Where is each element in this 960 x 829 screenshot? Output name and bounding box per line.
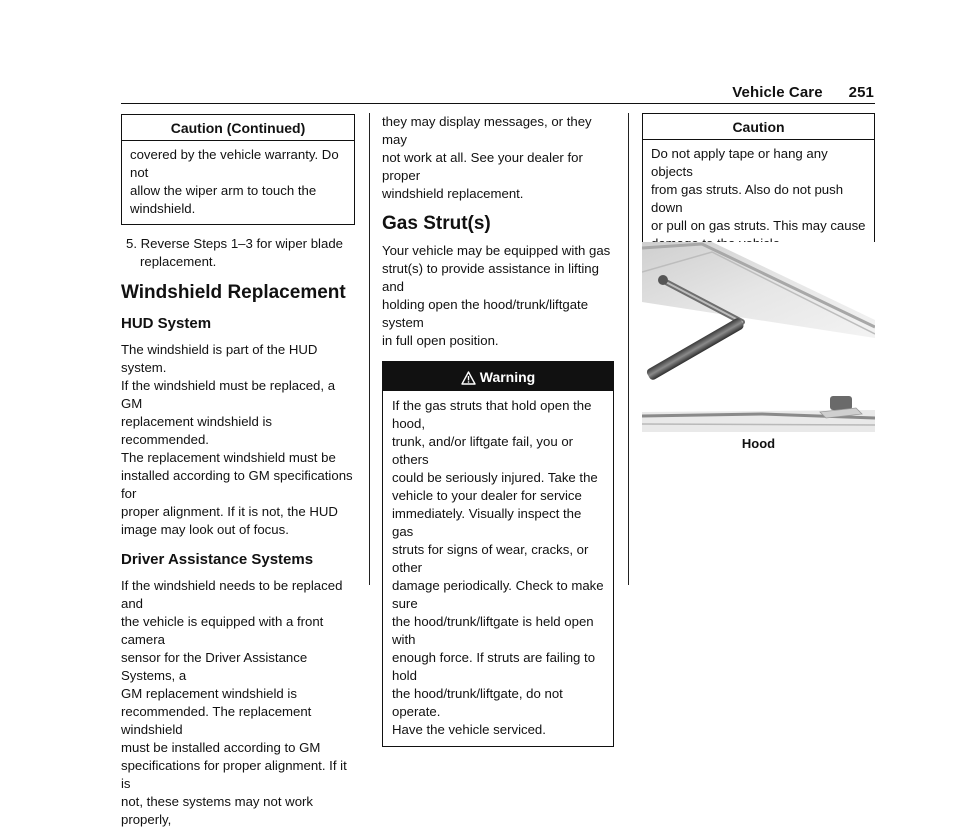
continued-paragraph bbox=[382, 113, 614, 203]
text-line: the hood/trunk/liftgate, do not operate. bbox=[392, 686, 563, 719]
text-line: damage periodically. Check to make sure bbox=[392, 578, 604, 611]
text-line: or pull on gas struts. This may cause bbox=[651, 218, 866, 233]
header-rule bbox=[121, 103, 875, 104]
text-line: If the windshield needs to be replaced and bbox=[121, 578, 343, 611]
section-title-gas-struts: Gas Strut(s) bbox=[382, 213, 491, 234]
caution-continued-box bbox=[121, 114, 355, 225]
text-line: sensor for the Driver Assistance Systems, a bbox=[121, 650, 308, 683]
text-line: windshield. bbox=[130, 201, 196, 216]
caution-continued-title: Caution (Continued) bbox=[122, 115, 354, 141]
text-line: installed according to GM specifications for bbox=[121, 468, 353, 501]
page-header bbox=[732, 84, 874, 101]
section-title-windshield: Windshield Replacement bbox=[121, 282, 346, 303]
text-line: replacement. bbox=[140, 254, 217, 269]
text-line: The windshield is part of the HUD system. bbox=[121, 342, 318, 375]
text-line: vehicle to your dealer for service bbox=[392, 488, 582, 503]
image-caption: Hood bbox=[741, 436, 776, 451]
caution-box bbox=[642, 113, 875, 260]
text-line: the hood/trunk/liftgate is held open with bbox=[392, 614, 594, 647]
text-line: must be installed according to GM bbox=[121, 740, 321, 755]
text-line: windshield replacement. bbox=[382, 186, 524, 201]
warning-body bbox=[383, 391, 613, 746]
text-line: If the windshield must be replaced, a GM bbox=[121, 378, 336, 411]
text-line: recommended. The replacement windshield bbox=[121, 704, 312, 737]
step-5 bbox=[121, 235, 355, 271]
text-line: image may look out of focus. bbox=[121, 522, 289, 537]
column-1 bbox=[121, 114, 355, 829]
text-line: If the gas struts that hold open the hood, bbox=[392, 398, 592, 431]
column-divider-1 bbox=[369, 113, 370, 585]
text-line: struts for signs of wear, cracks, or other bbox=[392, 542, 589, 575]
text-line: the vehicle is equipped with a front camera bbox=[121, 614, 324, 647]
page-number: 251 bbox=[848, 84, 874, 101]
text-line: in full open position. bbox=[382, 333, 499, 348]
text-line: GM replacement windshield is bbox=[121, 686, 297, 701]
warning-header bbox=[383, 362, 613, 391]
section-name: Vehicle Care bbox=[732, 84, 823, 101]
text-line: Your vehicle may be equipped with gas bbox=[382, 243, 611, 258]
das-paragraph bbox=[121, 577, 355, 829]
text-line: Have the vehicle serviced. bbox=[392, 722, 546, 737]
warning-triangle-icon bbox=[461, 371, 476, 385]
text-line: specifications for proper alignment. If it is bbox=[121, 758, 347, 791]
hood-strut-illustration bbox=[642, 242, 875, 432]
caution-continued-body bbox=[122, 141, 354, 224]
text-line: immediately. Visually inspect the gas bbox=[392, 506, 582, 539]
text-line: The replacement windshield must be bbox=[121, 450, 336, 465]
text-line: could be seriously injured. Take the bbox=[392, 470, 598, 485]
subsection-title-hud: HUD System bbox=[121, 315, 212, 332]
column-divider-2 bbox=[628, 113, 629, 585]
text-line: strut(s) to provide assistance in lifting and bbox=[382, 261, 599, 294]
text-line: replacement windshield is recommended. bbox=[121, 414, 272, 447]
text-line: allow the wiper arm to touch the bbox=[130, 183, 317, 198]
gas-paragraph bbox=[382, 242, 614, 350]
text-line: not, these systems may not work properly, bbox=[121, 794, 314, 827]
column-2 bbox=[382, 113, 614, 747]
text-line: they may display messages, or they may bbox=[382, 114, 592, 147]
text-line: enough force. If struts are failing to hold bbox=[392, 650, 596, 683]
text-line: proper alignment. If it is not, the HUD bbox=[121, 504, 338, 519]
text-line: not work at all. See your dealer for proper bbox=[382, 150, 583, 183]
subsection-title-das: Driver Assistance Systems bbox=[121, 551, 314, 568]
warning-title: Warning bbox=[479, 369, 536, 385]
text-line: 5. Reverse Steps 1–3 for wiper blade bbox=[126, 236, 343, 251]
text-line: covered by the vehicle warranty. Do not bbox=[130, 147, 339, 180]
warning-box bbox=[382, 361, 614, 747]
text-line: holding open the hood/trunk/liftgate system bbox=[382, 297, 589, 330]
caution-title: Caution bbox=[643, 114, 874, 140]
text-line: Do not apply tape or hang any objects bbox=[651, 146, 828, 179]
hud-paragraph bbox=[121, 341, 355, 539]
gas-strut-image bbox=[642, 242, 875, 432]
text-line: from gas struts. Also do not push down bbox=[651, 182, 844, 215]
text-line: trunk, and/or liftgate fail, you or others bbox=[392, 434, 574, 467]
